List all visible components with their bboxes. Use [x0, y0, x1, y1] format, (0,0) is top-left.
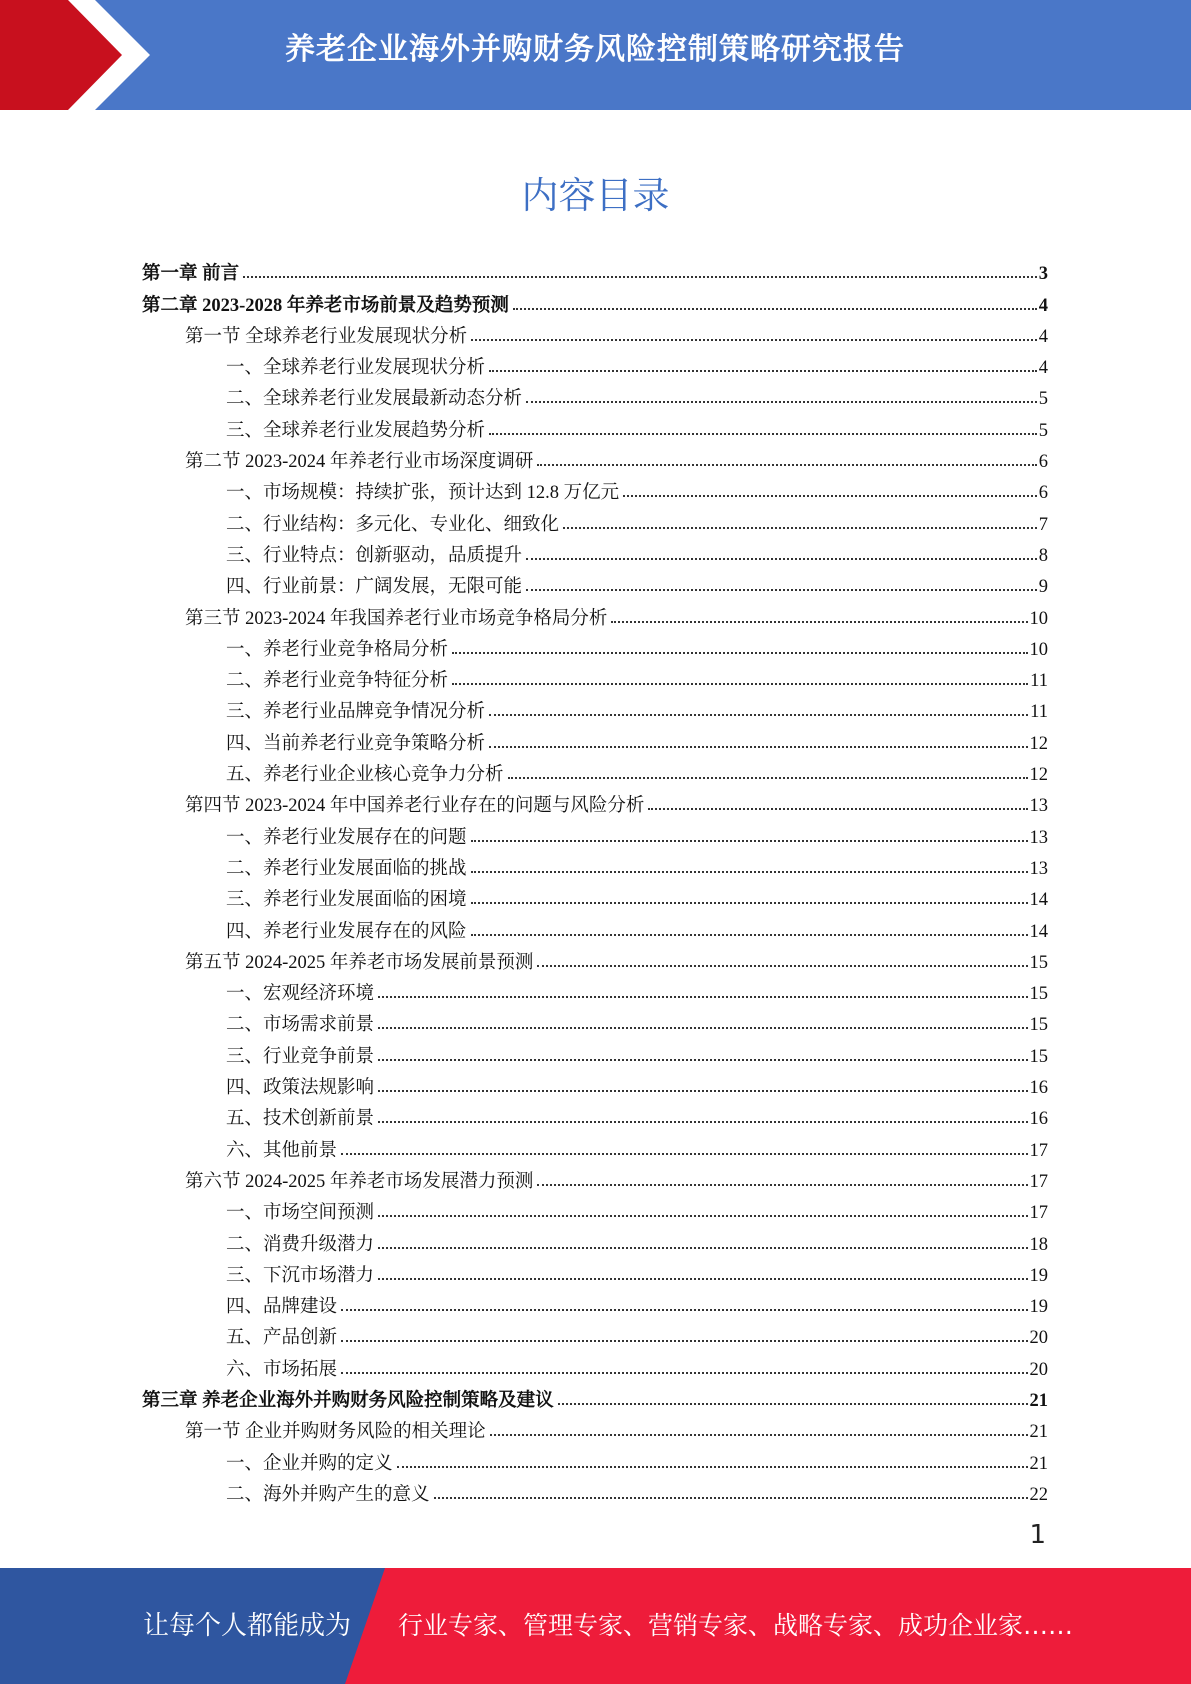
toc-entry-page: 15	[1029, 1046, 1048, 1067]
toc-entry-title: 第三节 2023-2024 年我国养老行业市场竞争格局分析	[185, 608, 608, 629]
toc-entry[interactable]	[142, 1318, 1048, 1349]
toc-entry-page: 15	[1029, 984, 1048, 1005]
toc-entry[interactable]	[142, 317, 1048, 348]
toc-entry-page: 10	[1029, 639, 1048, 660]
toc-dot-leader	[378, 1090, 1027, 1092]
toc-entry-page: 9	[1038, 577, 1048, 598]
toc-entry[interactable]	[142, 1036, 1048, 1067]
toc-entry-title: 一、市场空间预测	[226, 1203, 375, 1224]
toc-entry-page: 11	[1030, 671, 1048, 692]
toc-entry-title: 三、养老行业品牌竞争情况分析	[226, 702, 486, 723]
toc-entry-title: 一、企业并购的定义	[226, 1453, 393, 1474]
toc-dot-leader	[537, 1184, 1027, 1186]
toc-entry-title: 二、全球养老行业发展最新动态分析	[226, 389, 523, 410]
toc-entry-title: 三、下沉市场潜力	[226, 1265, 375, 1286]
toc-entry-page: 17	[1029, 1171, 1048, 1192]
toc-dot-leader	[378, 1215, 1027, 1217]
toc-entry-title: 六、其他前景	[226, 1140, 338, 1161]
toc-dot-leader	[378, 1121, 1027, 1123]
toc-entry-page: 17	[1029, 1140, 1048, 1161]
toc-entry[interactable]	[142, 1099, 1048, 1130]
toc-entry-page: 19	[1029, 1297, 1048, 1318]
toc-entry-page: 19	[1029, 1265, 1048, 1286]
toc-entry[interactable]	[142, 254, 1048, 285]
toc-entry-page: 13	[1029, 858, 1048, 879]
toc-dot-leader	[378, 996, 1027, 998]
toc-dot-leader	[471, 871, 1028, 873]
toc-entry-page: 11	[1030, 702, 1048, 723]
toc-entry[interactable]	[142, 661, 1048, 692]
toc-entry[interactable]	[142, 1381, 1048, 1412]
toc-dot-leader	[452, 652, 1027, 654]
toc-dot-leader	[489, 370, 1037, 372]
toc-entry-page: 16	[1029, 1109, 1048, 1130]
toc-entry-page: 14	[1029, 921, 1048, 942]
toc-dot-leader	[648, 808, 1027, 810]
toc-entry[interactable]	[142, 285, 1048, 316]
toc-entry[interactable]	[142, 1412, 1048, 1443]
toc-entry[interactable]	[142, 348, 1048, 379]
toc-entry-title: 四、养老行业发展存在的风险	[226, 921, 467, 942]
toc-entry-page: 15	[1029, 952, 1048, 973]
toc-entry[interactable]	[142, 410, 1048, 441]
toc-dot-leader	[341, 1153, 1027, 1155]
toc-entry-title: 四、品牌建设	[226, 1297, 338, 1318]
toc-entry[interactable]	[142, 817, 1048, 848]
toc-entry[interactable]	[142, 630, 1048, 661]
toc-entry-title: 三、行业竞争前景	[226, 1046, 375, 1067]
toc-dot-leader	[378, 1247, 1027, 1249]
toc-entry-title: 第一节 全球养老行业发展现状分析	[185, 326, 468, 347]
toc-entry-title: 第五节 2024-2025 年养老市场发展前景预测	[185, 952, 534, 973]
page-footer	[0, 1568, 1191, 1684]
toc-entry-page: 20	[1029, 1359, 1048, 1380]
toc-entry-title: 四、当前养老行业竞争策略分析	[226, 733, 486, 754]
toc-entry[interactable]	[142, 1162, 1048, 1193]
toc-entry-title: 二、市场需求前景	[226, 1015, 375, 1036]
toc-entry-page: 17	[1029, 1203, 1048, 1224]
toc-dot-leader	[243, 276, 1037, 278]
toc-dot-leader	[489, 746, 1027, 748]
toc-entry-title: 二、海外并购产生的意义	[226, 1484, 430, 1505]
toc-entry-title: 六、市场拓展	[226, 1359, 338, 1380]
toc-entry[interactable]	[142, 442, 1048, 473]
toc-entry-page: 13	[1029, 827, 1048, 848]
toc-entry-page: 5	[1038, 389, 1048, 410]
toc-dot-leader	[526, 558, 1037, 560]
toc-dot-leader	[623, 495, 1037, 497]
toc-dot-leader	[526, 589, 1037, 591]
toc-dot-leader	[341, 1309, 1027, 1311]
toc-dot-leader	[489, 433, 1037, 435]
toc-dot-leader	[471, 934, 1028, 936]
toc-dot-leader	[537, 965, 1027, 967]
toc-dot-leader	[452, 683, 1028, 685]
toc-entry-page: 21	[1029, 1422, 1048, 1443]
toc-entry-title: 五、技术创新前景	[226, 1109, 375, 1130]
toc-entry[interactable]	[142, 1475, 1048, 1506]
toc-entry-title: 三、养老行业发展面临的困境	[226, 890, 467, 911]
toc-dot-leader	[471, 902, 1028, 904]
page-header	[0, 0, 1191, 110]
toc-entry[interactable]	[142, 1287, 1048, 1318]
toc-entry-page: 22	[1029, 1484, 1048, 1505]
toc-entry[interactable]	[142, 1256, 1048, 1287]
toc-entry-title: 第二章 2023-2028 年养老市场前景及趋势预测	[142, 295, 509, 316]
toc-dot-leader	[537, 464, 1036, 466]
toc-entry-title: 二、行业结构：多元化、专业化、细致化	[226, 514, 560, 535]
toc-entry-page: 13	[1029, 796, 1048, 817]
toc-entry-page: 12	[1029, 733, 1048, 754]
toc-entry-title: 一、市场规模：持续扩张，预计达到 12.8 万亿元	[226, 483, 620, 504]
toc-entry[interactable]	[142, 755, 1048, 786]
toc-dot-leader	[378, 1278, 1027, 1280]
toc-entry[interactable]	[142, 723, 1048, 754]
toc-entry-page: 21	[1029, 1453, 1048, 1474]
toc-dot-leader	[490, 1434, 1028, 1436]
toc-entry-page: 16	[1029, 1078, 1048, 1099]
toc-entry-page: 21	[1029, 1390, 1048, 1411]
toc-entry-page: 6	[1038, 452, 1048, 473]
toc-entry-page: 18	[1029, 1234, 1048, 1255]
toc-entry[interactable]	[142, 379, 1048, 410]
toc-entry[interactable]	[142, 504, 1048, 535]
footer-slogan: 让每个人都能成为	[143, 1611, 352, 1641]
toc-entry-page: 10	[1029, 608, 1048, 629]
toc-entry[interactable]	[142, 911, 1048, 942]
toc-entry-page: 15	[1029, 1015, 1048, 1036]
toc-entry-page: 8	[1038, 545, 1048, 566]
toc-entry[interactable]	[142, 1193, 1048, 1224]
toc-entry-title: 三、全球养老行业发展趋势分析	[226, 420, 486, 441]
toc-entry-title: 二、消费升级潜力	[226, 1234, 375, 1255]
toc-entry-title: 二、养老行业竞争特征分析	[226, 671, 449, 692]
toc-entry[interactable]	[142, 1443, 1048, 1474]
toc-entry-title: 第一节 企业并购财务风险的相关理论	[185, 1422, 486, 1443]
toc-entry-title: 一、养老行业竞争格局分析	[226, 639, 449, 660]
toc-entry[interactable]	[142, 943, 1048, 974]
toc-entry[interactable]	[142, 880, 1048, 911]
toc-entry-page: 7	[1038, 514, 1048, 535]
toc-entry-page: 4	[1038, 295, 1048, 316]
toc-entry[interactable]	[142, 1130, 1048, 1161]
toc-dot-leader	[489, 714, 1028, 716]
toc-dot-leader	[378, 1027, 1027, 1029]
toc-entry-title: 一、养老行业发展存在的问题	[226, 827, 467, 848]
toc-entry-title: 第四节 2023-2024 年中国养老行业存在的问题与风险分析	[185, 796, 645, 817]
toc-dot-leader	[434, 1497, 1028, 1499]
page-number: 1	[1029, 1520, 1046, 1550]
toc-entry[interactable]	[142, 536, 1048, 567]
toc-dot-leader	[341, 1340, 1027, 1342]
toc-entry-title: 二、养老行业发展面临的挑战	[226, 858, 467, 879]
toc-entry[interactable]	[142, 849, 1048, 880]
toc-entry[interactable]	[142, 1349, 1048, 1380]
toc-dot-leader	[471, 840, 1028, 842]
toc-entry[interactable]	[142, 1224, 1048, 1255]
toc-entry-title: 四、政策法规影响	[226, 1078, 375, 1099]
toc-entry-title: 一、宏观经济环境	[226, 984, 375, 1005]
toc-entry[interactable]	[142, 598, 1048, 629]
toc-entry-page: 5	[1038, 420, 1048, 441]
toc-entry[interactable]	[142, 692, 1048, 723]
toc-dot-leader	[397, 1466, 1028, 1468]
toc-entry-page: 20	[1029, 1328, 1048, 1349]
toc-entry-page: 4	[1038, 326, 1048, 347]
toc-entry-title: 一、全球养老行业发展现状分析	[226, 358, 486, 379]
toc-heading: 内容目录	[521, 174, 670, 217]
toc-entry-page: 14	[1029, 890, 1048, 911]
toc-dot-leader	[341, 1372, 1027, 1374]
toc-entry-title: 四、行业前景：广阔发展，无限可能	[226, 577, 523, 598]
toc-dot-leader	[611, 621, 1027, 623]
toc-dot-leader	[513, 308, 1037, 310]
toc-dot-leader	[471, 339, 1037, 341]
toc-dot-leader	[508, 777, 1028, 779]
toc-entry[interactable]	[142, 974, 1048, 1005]
report-title: 养老企业海外并购财务风险控制策略研究报告	[285, 32, 905, 67]
toc-entry[interactable]	[142, 473, 1048, 504]
toc-entry[interactable]	[142, 1068, 1048, 1099]
toc-dot-leader	[378, 1059, 1027, 1061]
toc-dot-leader	[563, 527, 1037, 529]
footer-expert-list: 行业专家、管理专家、营销专家、战略专家、成功企业家……	[398, 1611, 1074, 1640]
toc-entry-page: 3	[1038, 264, 1048, 285]
toc-entry[interactable]	[142, 567, 1048, 598]
toc-entry-title: 三、行业特点：创新驱动，品质提升	[226, 545, 523, 566]
toc-entry-title: 第六节 2024-2025 年养老市场发展潜力预测	[185, 1171, 534, 1192]
toc-entry-title: 第二节 2023-2024 年养老行业市场深度调研	[185, 452, 534, 473]
toc-entry-page: 6	[1038, 483, 1048, 504]
toc-dot-leader	[526, 401, 1037, 403]
toc-entry-title: 五、产品创新	[226, 1328, 338, 1349]
toc-entry-page: 12	[1029, 765, 1048, 786]
toc-dot-leader	[558, 1403, 1028, 1405]
table-of-contents	[142, 254, 1048, 1506]
toc-entry-title: 五、养老行业企业核心竞争力分析	[226, 765, 504, 786]
toc-entry-title: 第一章 前言	[142, 264, 240, 285]
toc-entry-page: 4	[1038, 358, 1048, 379]
toc-entry[interactable]	[142, 786, 1048, 817]
toc-entry[interactable]	[142, 1005, 1048, 1036]
toc-entry-title: 第三章 养老企业海外并购财务风险控制策略及建议	[142, 1390, 554, 1411]
